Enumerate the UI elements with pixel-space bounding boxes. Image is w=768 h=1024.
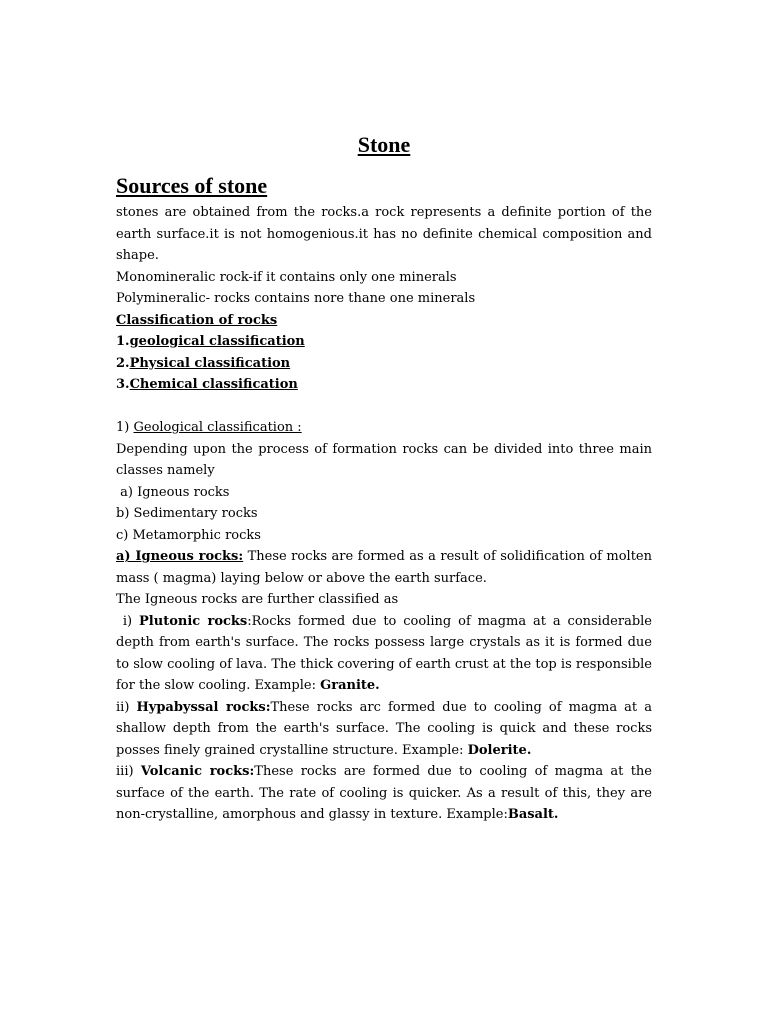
classification-item-2	[116, 353, 652, 375]
sources-paragraph: stones are obtained from the rocks.a rock represents a definite portion of the earth surface.it is not homogenious.it has no definite chemical composition and shape.	[116, 205, 652, 263]
geological-heading: Geological classification :	[133, 420, 302, 435]
igneous-label: a) Igneous rocks:	[116, 549, 244, 564]
page-title: Stone	[357, 132, 411, 157]
volcanic-name: Volcanic rocks:	[140, 764, 255, 779]
classification-item-3	[116, 374, 652, 396]
monomineralic-line: Monomineralic rock-if it contains only one minerals	[116, 269, 457, 285]
geological-heading-line	[116, 417, 652, 439]
classification-item-label: Physical classification	[129, 355, 291, 371]
plutonic-paragraph	[116, 611, 652, 697]
rock-class-metamorphic: c) Metamorphic rocks	[116, 527, 261, 543]
hypabyssal-prefix: ii)	[116, 699, 137, 715]
classification-item-label: Chemical classification	[129, 377, 298, 392]
rock-class-sedimentary: b) Sedimentary rocks	[116, 506, 258, 521]
polymineralic-line: Polymineralic- rocks contains nore thane one minerals	[116, 291, 476, 306]
sources-heading: Sources of stone	[116, 173, 268, 198]
plutonic-text: :Rocks formed due to cooling of magma at a considerable depth from earth's surface. The rocks possess large crystals as it is formed due to slow cooling of lava. The thick covering of earth crust at the top is responsible for the slow cooling. Example:	[116, 613, 652, 693]
classification-item-number: 1.	[116, 334, 130, 349]
geological-intro: Depending upon the process of formation rocks can be divided into three main classes namely	[116, 441, 652, 478]
rock-class-igneous: a) Igneous rocks	[116, 484, 230, 500]
spacer	[116, 396, 652, 418]
classification-item-number: 3.	[116, 377, 130, 392]
volcanic-prefix: iii)	[116, 764, 141, 779]
volcanic-text: These rocks are formed due to cooling of magma at the surface of the earth. The rate of cooling is quicker. As a result of this, they are non-crystalline, amorphous and glassy in texture. Example:	[116, 764, 652, 822]
classification-item-1	[116, 331, 652, 353]
hypabyssal-example: Dolerite.	[467, 742, 532, 758]
hypabyssal-paragraph	[116, 697, 652, 762]
plutonic-prefix: i)	[116, 613, 140, 629]
hypabyssal-text: These rocks arc formed due to cooling of magma at a shallow depth from the earth's surface. The cooling is quick and these rocks posses finely grained crystalline structure. Example:	[116, 699, 652, 758]
classification-heading: Classification of rocks	[116, 312, 278, 328]
plutonic-example: Granite.	[320, 678, 380, 693]
volcanic-example: Basalt.	[507, 807, 559, 822]
plutonic-name: Plutonic rocks	[139, 613, 248, 629]
document-page	[116, 128, 652, 826]
igneous-further: The Igneous rocks are further classified as	[116, 592, 399, 607]
volcanic-paragraph	[116, 761, 652, 826]
classification-item-number: 2.	[116, 355, 130, 371]
classification-item-label: geological classification	[129, 334, 305, 349]
igneous-paragraph	[116, 546, 652, 589]
igneous-text: These rocks are formed as a result of solidification of molten mass ( magma) laying below or above the earth surface.	[116, 549, 652, 586]
geological-prefix: 1)	[116, 420, 134, 435]
hypabyssal-name: Hypabyssal rocks:	[136, 699, 271, 715]
